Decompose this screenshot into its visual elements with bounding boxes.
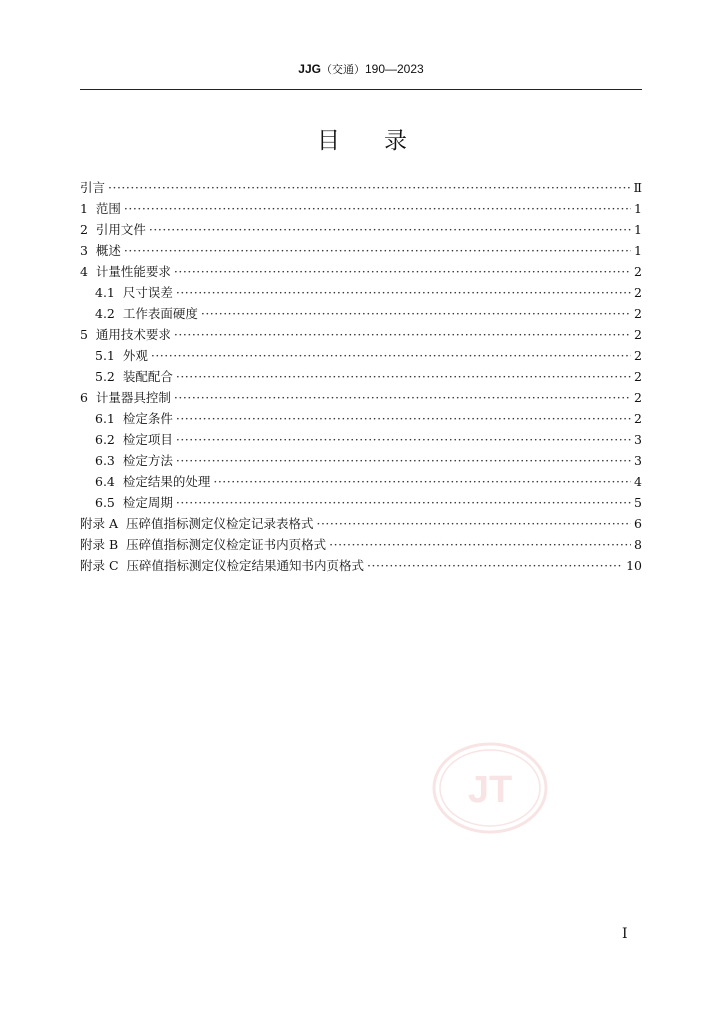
toc-entry-page: 10 (626, 558, 642, 573)
toc-entry-number: 6.5 (95, 495, 123, 510)
toc-entry-page: 8 (634, 537, 642, 552)
header-code-inner: （交通） (320, 64, 365, 76)
toc-entry-label: 概述 (95, 243, 121, 258)
toc-entry-number: 6.4 (95, 474, 123, 489)
toc-leader-dots (174, 261, 631, 282)
toc-entry-number: 附录 B (80, 537, 127, 552)
toc-entry-label: 检定结果的处理 (122, 474, 211, 489)
toc-entry[interactable] (80, 492, 642, 513)
toc-entry-label: 引言 (80, 180, 106, 195)
toc-entry-page: 2 (634, 348, 642, 363)
toc-entry-number: 附录 C (80, 558, 127, 573)
toc-leader-dots (201, 303, 631, 324)
toc-entry-label: 通用技术要求 (95, 327, 171, 342)
toc-entry-label: 检定条件 (122, 411, 173, 426)
toc-entry-label: 尺寸误差 (122, 285, 173, 300)
toc-entry-label: 范围 (95, 201, 121, 216)
toc-entry-number: 5.2 (95, 369, 123, 384)
toc-entry-number: 5.1 (95, 348, 123, 363)
toc-leader-dots (176, 366, 631, 387)
toc-entry-page: 6 (634, 516, 642, 531)
toc-entry[interactable] (80, 555, 642, 576)
toc-entry-page: 2 (634, 411, 642, 426)
toc-leader-dots (124, 198, 631, 219)
toc-entry-page: 2 (634, 369, 642, 384)
toc-entry-number: 附录 A (80, 516, 126, 531)
toc-entry-label: 检定方法 (122, 453, 173, 468)
toc-entry[interactable] (80, 198, 642, 219)
toc-entry-label: 检定周期 (122, 495, 173, 510)
toc-entry-page: Ⅱ (633, 180, 642, 195)
toc-entry-page: 2 (634, 327, 642, 342)
toc-entry[interactable] (80, 471, 642, 492)
toc-entry-page: 2 (634, 390, 642, 405)
header-code-prefix: JJG (298, 62, 321, 76)
toc-entry-number: 3 (80, 243, 96, 258)
toc-leader-dots (316, 513, 631, 534)
page-number: I (622, 926, 628, 942)
toc-entry-page: 3 (634, 453, 642, 468)
toc-entry-label: 外观 (122, 348, 148, 363)
toc-leader-dots (176, 492, 631, 513)
toc-entry-page: 1 (634, 222, 642, 237)
toc-leader-dots (176, 408, 631, 429)
toc-entry-number: 4.1 (95, 285, 123, 300)
toc-leader-dots (367, 555, 623, 576)
toc-entry-page: 5 (634, 495, 642, 510)
toc-leader-dots (151, 345, 631, 366)
toc-entry-label: 检定项目 (122, 432, 173, 447)
toc-leader-dots (329, 534, 631, 555)
toc-leader-dots (176, 282, 631, 303)
toc-entry[interactable] (80, 303, 642, 324)
toc-entry-label: 压碎值指标测定仪检定证书内页格式 (126, 537, 327, 552)
header-code-suffix: 190—2023 (364, 62, 424, 76)
toc-entry[interactable] (80, 387, 642, 408)
toc-entry[interactable] (80, 240, 642, 261)
toc-entry-number: 4.2 (95, 306, 123, 321)
toc-entry-label: 工作表面硬度 (122, 306, 198, 321)
toc-entry[interactable] (80, 261, 642, 282)
toc-leader-dots (213, 471, 631, 492)
toc-entry-label: 压碎值指标测定仪检定记录表格式 (125, 516, 314, 531)
toc-entry-page: 4 (634, 474, 642, 489)
toc-entry-number: 6 (80, 390, 96, 405)
toc-entry-page: 2 (634, 264, 642, 279)
toc-leader-dots (174, 324, 631, 345)
toc-entry[interactable] (80, 282, 642, 303)
toc-entry[interactable] (80, 408, 642, 429)
toc-entry[interactable] (80, 177, 642, 198)
toc-entry-number: 4 (80, 264, 96, 279)
toc-leader-dots (124, 240, 631, 261)
toc-entry[interactable] (80, 429, 642, 450)
toc-entry-label: 装配配合 (122, 369, 173, 384)
toc-leader-dots (174, 387, 631, 408)
toc-entry-page: 1 (634, 201, 642, 216)
jt-watermark-stamp (432, 742, 548, 834)
toc-entry-page: 2 (634, 285, 642, 300)
toc-leader-dots (176, 450, 631, 471)
page-title: 目录 (317, 128, 451, 154)
toc-leader-dots (149, 219, 631, 240)
toc-entry-page: 2 (634, 306, 642, 321)
toc-entry[interactable] (80, 345, 642, 366)
toc-entry-number: 6.3 (95, 453, 123, 468)
toc-entry[interactable] (80, 219, 642, 240)
toc-entry[interactable] (80, 534, 642, 555)
toc-entry-number: 6.2 (95, 432, 123, 447)
toc-entry-number: 6.1 (95, 411, 123, 426)
toc-entry-label: 压碎值指标测定仪检定结果通知书内页格式 (126, 558, 365, 573)
toc-leader-dots (108, 177, 630, 198)
toc-entry-number: 5 (80, 327, 96, 342)
toc-entry-label: 计量性能要求 (95, 264, 171, 279)
toc-entry-page: 1 (634, 243, 642, 258)
toc-entry-label: 引用文件 (95, 222, 146, 237)
table-of-contents (80, 177, 642, 576)
header-rule (80, 89, 642, 90)
toc-entry-number: 2 (80, 222, 96, 237)
toc-leader-dots (176, 429, 631, 450)
toc-entry[interactable] (80, 450, 642, 471)
toc-entry-page: 3 (634, 432, 642, 447)
toc-entry[interactable] (80, 366, 642, 387)
toc-entry-label: 计量器具控制 (95, 390, 171, 405)
stamp-text: JT (467, 769, 513, 811)
running-header (80, 62, 642, 77)
toc-entry-number: 1 (80, 201, 96, 216)
toc-entry[interactable] (80, 324, 642, 345)
toc-entry[interactable] (80, 513, 642, 534)
